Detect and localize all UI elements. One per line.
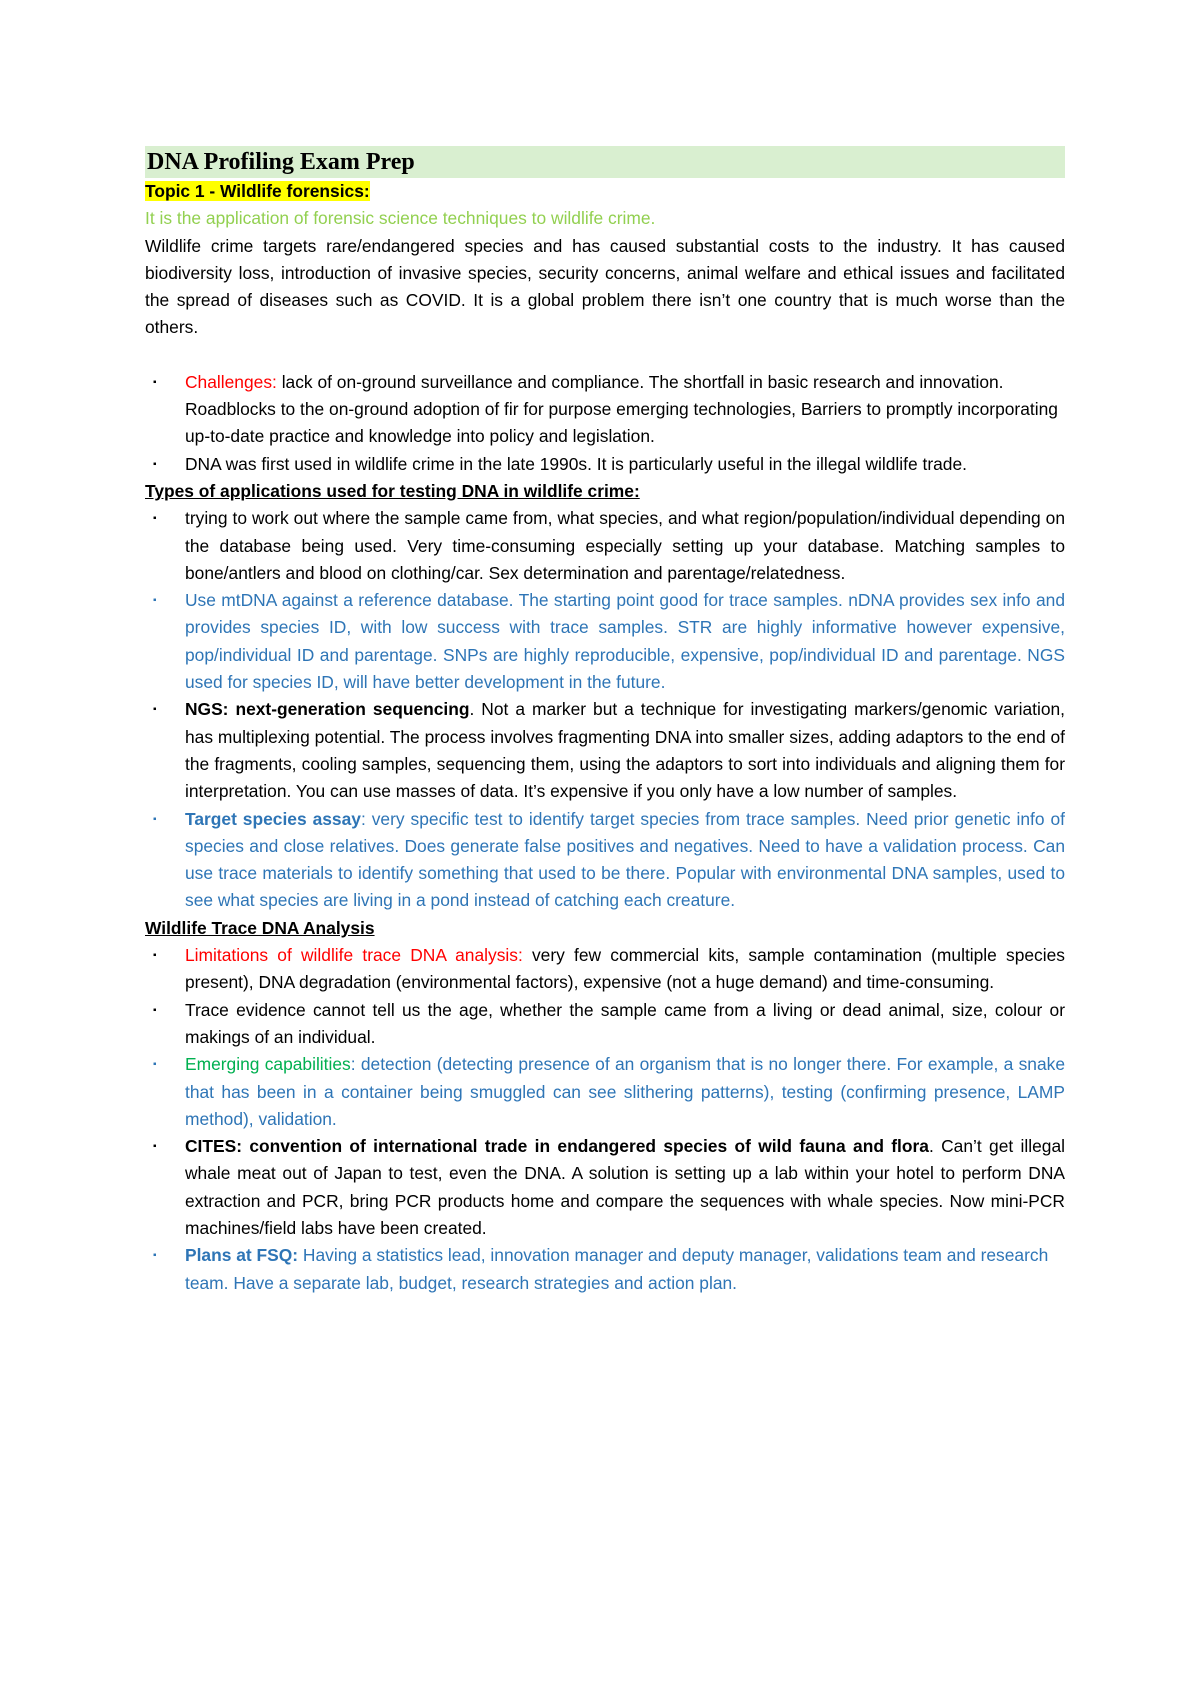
list-item-dna-first-used [145, 451, 1065, 478]
limitations-label: Limitations of wildlife trace DNA analysis: [185, 945, 523, 966]
bullet-icon: ▪ [153, 513, 157, 525]
cites-label: CITES: convention of international trade in endangered species of wild fauna and flora [185, 1136, 929, 1157]
applications-list [145, 505, 1065, 914]
bullet-icon: ▪ [153, 813, 157, 825]
list-item-fsq [145, 1242, 1065, 1297]
section-heading-applications: Types of applications used for testing DNA in wildlife crime: [145, 480, 640, 501]
topic-heading: Topic 1 - Wildlife forensics: [145, 181, 370, 201]
list-item-markers [145, 587, 1065, 696]
list-item-ngs [145, 696, 1065, 805]
ngs-text: . Not a marker but a technique for investigating markers/genomic variation, has multiplexing potential. The process involves fragmenting DNA into smaller sizes, adding adaptors to the end of the fragments, cooling samples, sequencing them, using the adaptors to sort into individuals and aligning them for interpretation. You can use masses of data. It’s expensive if you only have a low number of samples. [185, 699, 1065, 802]
emerging-text: : detection (detecting presence of an organism that is no longer there. For example, a snake that has been in a container being smuggled can see slithering patterns), testing (confirming presence, LAMP method), validation. [185, 1054, 1066, 1129]
list-item-trace-evidence [145, 997, 1065, 1052]
topic-heading-line [145, 178, 1065, 205]
fsq-text: Having a statistics lead, innovation manager and deputy manager, validations team and research team. Have a separate lab, budget, research strategies and action plan. [185, 1245, 1049, 1293]
bullet-icon: ▪ [153, 595, 157, 607]
dna-first-used-text: DNA was first used in wildlife crime in the late 1990s. It is particularly useful in the illegal wildlife trade. [185, 453, 967, 474]
ngs-label: NGS: next-generation sequencing [185, 699, 470, 720]
document-body [145, 146, 1065, 1297]
bullet-icon: ▪ [153, 704, 157, 716]
target-species-text: : very specific test to identify target species from trace samples. Need prior genetic info of species and close relatives. Does generate false positives and negatives. Need to have a validation process. Can use trace materials to identify something that used to be there. Popular with environmental DNA samples, used to see what species are living in a pond instead of catching each creature. [185, 808, 1065, 911]
list-item-target-species [145, 806, 1065, 915]
trace-list [145, 942, 1065, 1297]
bullet-icon: ▪ [153, 376, 157, 388]
topic-definition: It is the application of forensic science techniques to wildlife crime. [145, 208, 656, 229]
section-heading-trace: Wildlife Trace DNA Analysis [145, 917, 375, 938]
target-species-label: Target species assay [185, 808, 361, 829]
spacer [145, 342, 1065, 369]
limitations-text: very few commercial kits, sample contamination (multiple species present), DNA degradation (environmental factors), expensive (not a huge demand) and time-consuming. [185, 945, 1065, 993]
trace-evidence-text: Trace evidence cannot tell us the age, whether the sample came from a living or dead animal, size, colour or makings of an individual. [185, 999, 1065, 1047]
intro-paragraph: Wildlife crime targets rare/endangered species and has caused substantial costs to the industry. It has caused biodiversity loss, introduction of invasive species, security concerns, animal welfare and ethical issues and facilitated the spread of diseases such as COVID. It is a global problem there isn’t one country that is much worse than the others. [145, 235, 1065, 338]
list-item-challenges [145, 369, 1065, 451]
fsq-label: Plans at FSQ: [185, 1245, 299, 1266]
challenges-label: Challenges: [185, 371, 277, 392]
overview-list [145, 369, 1065, 478]
challenges-text: lack of on-ground surveillance and compliance. The shortfall in basic research and innovation. Roadblocks to the on-ground adoption of fir for purpose emerging technologies, Barriers to promptly incorporating up-to-date practice and knowledge into policy and legislation. [185, 371, 1058, 447]
cites-text: . Can’t get illegal whale meat out of Japan to test, even the DNA. A solution is setting up a lab within your hotel to perform DNA extraction and PCR, bring PCR products home and compare the sequences with whale species. Now mini-PCR machines/field labs have been created. [185, 1136, 1065, 1238]
list-item-cites [145, 1133, 1065, 1242]
markers-text: Use mtDNA against a reference database. The starting point good for trace samples. nDNA provides sex info and provides species ID, with low success with trace samples. STR are highly informative however expensive, pop/individual ID and parentage. SNPs are highly reproducible, expensive, pop/individual ID and parentage. NGS used for species ID, will have better development in the future. [185, 590, 1065, 693]
bullet-icon: ▪ [153, 1004, 157, 1016]
list-item-limitations [145, 942, 1065, 997]
emerging-label: Emerging capabilities [185, 1054, 351, 1075]
bullet-icon: ▪ [153, 458, 157, 470]
list-item-origin [145, 505, 1065, 587]
origin-text: trying to work out where the sample came from, what species, and what region/population/individual depending on the database being used. Very time-consuming especially setting up your database. Matching samples to bone/antlers and blood on clothing/car. Sex determination and parentage/relatedness. [185, 508, 1065, 583]
bullet-icon: ▪ [153, 1059, 157, 1071]
list-item-emerging [145, 1051, 1065, 1133]
bullet-icon: ▪ [153, 950, 157, 962]
bullet-icon: ▪ [153, 1250, 157, 1262]
document-title: DNA Profiling Exam Prep [145, 146, 1065, 178]
bullet-icon: ▪ [153, 1141, 157, 1153]
